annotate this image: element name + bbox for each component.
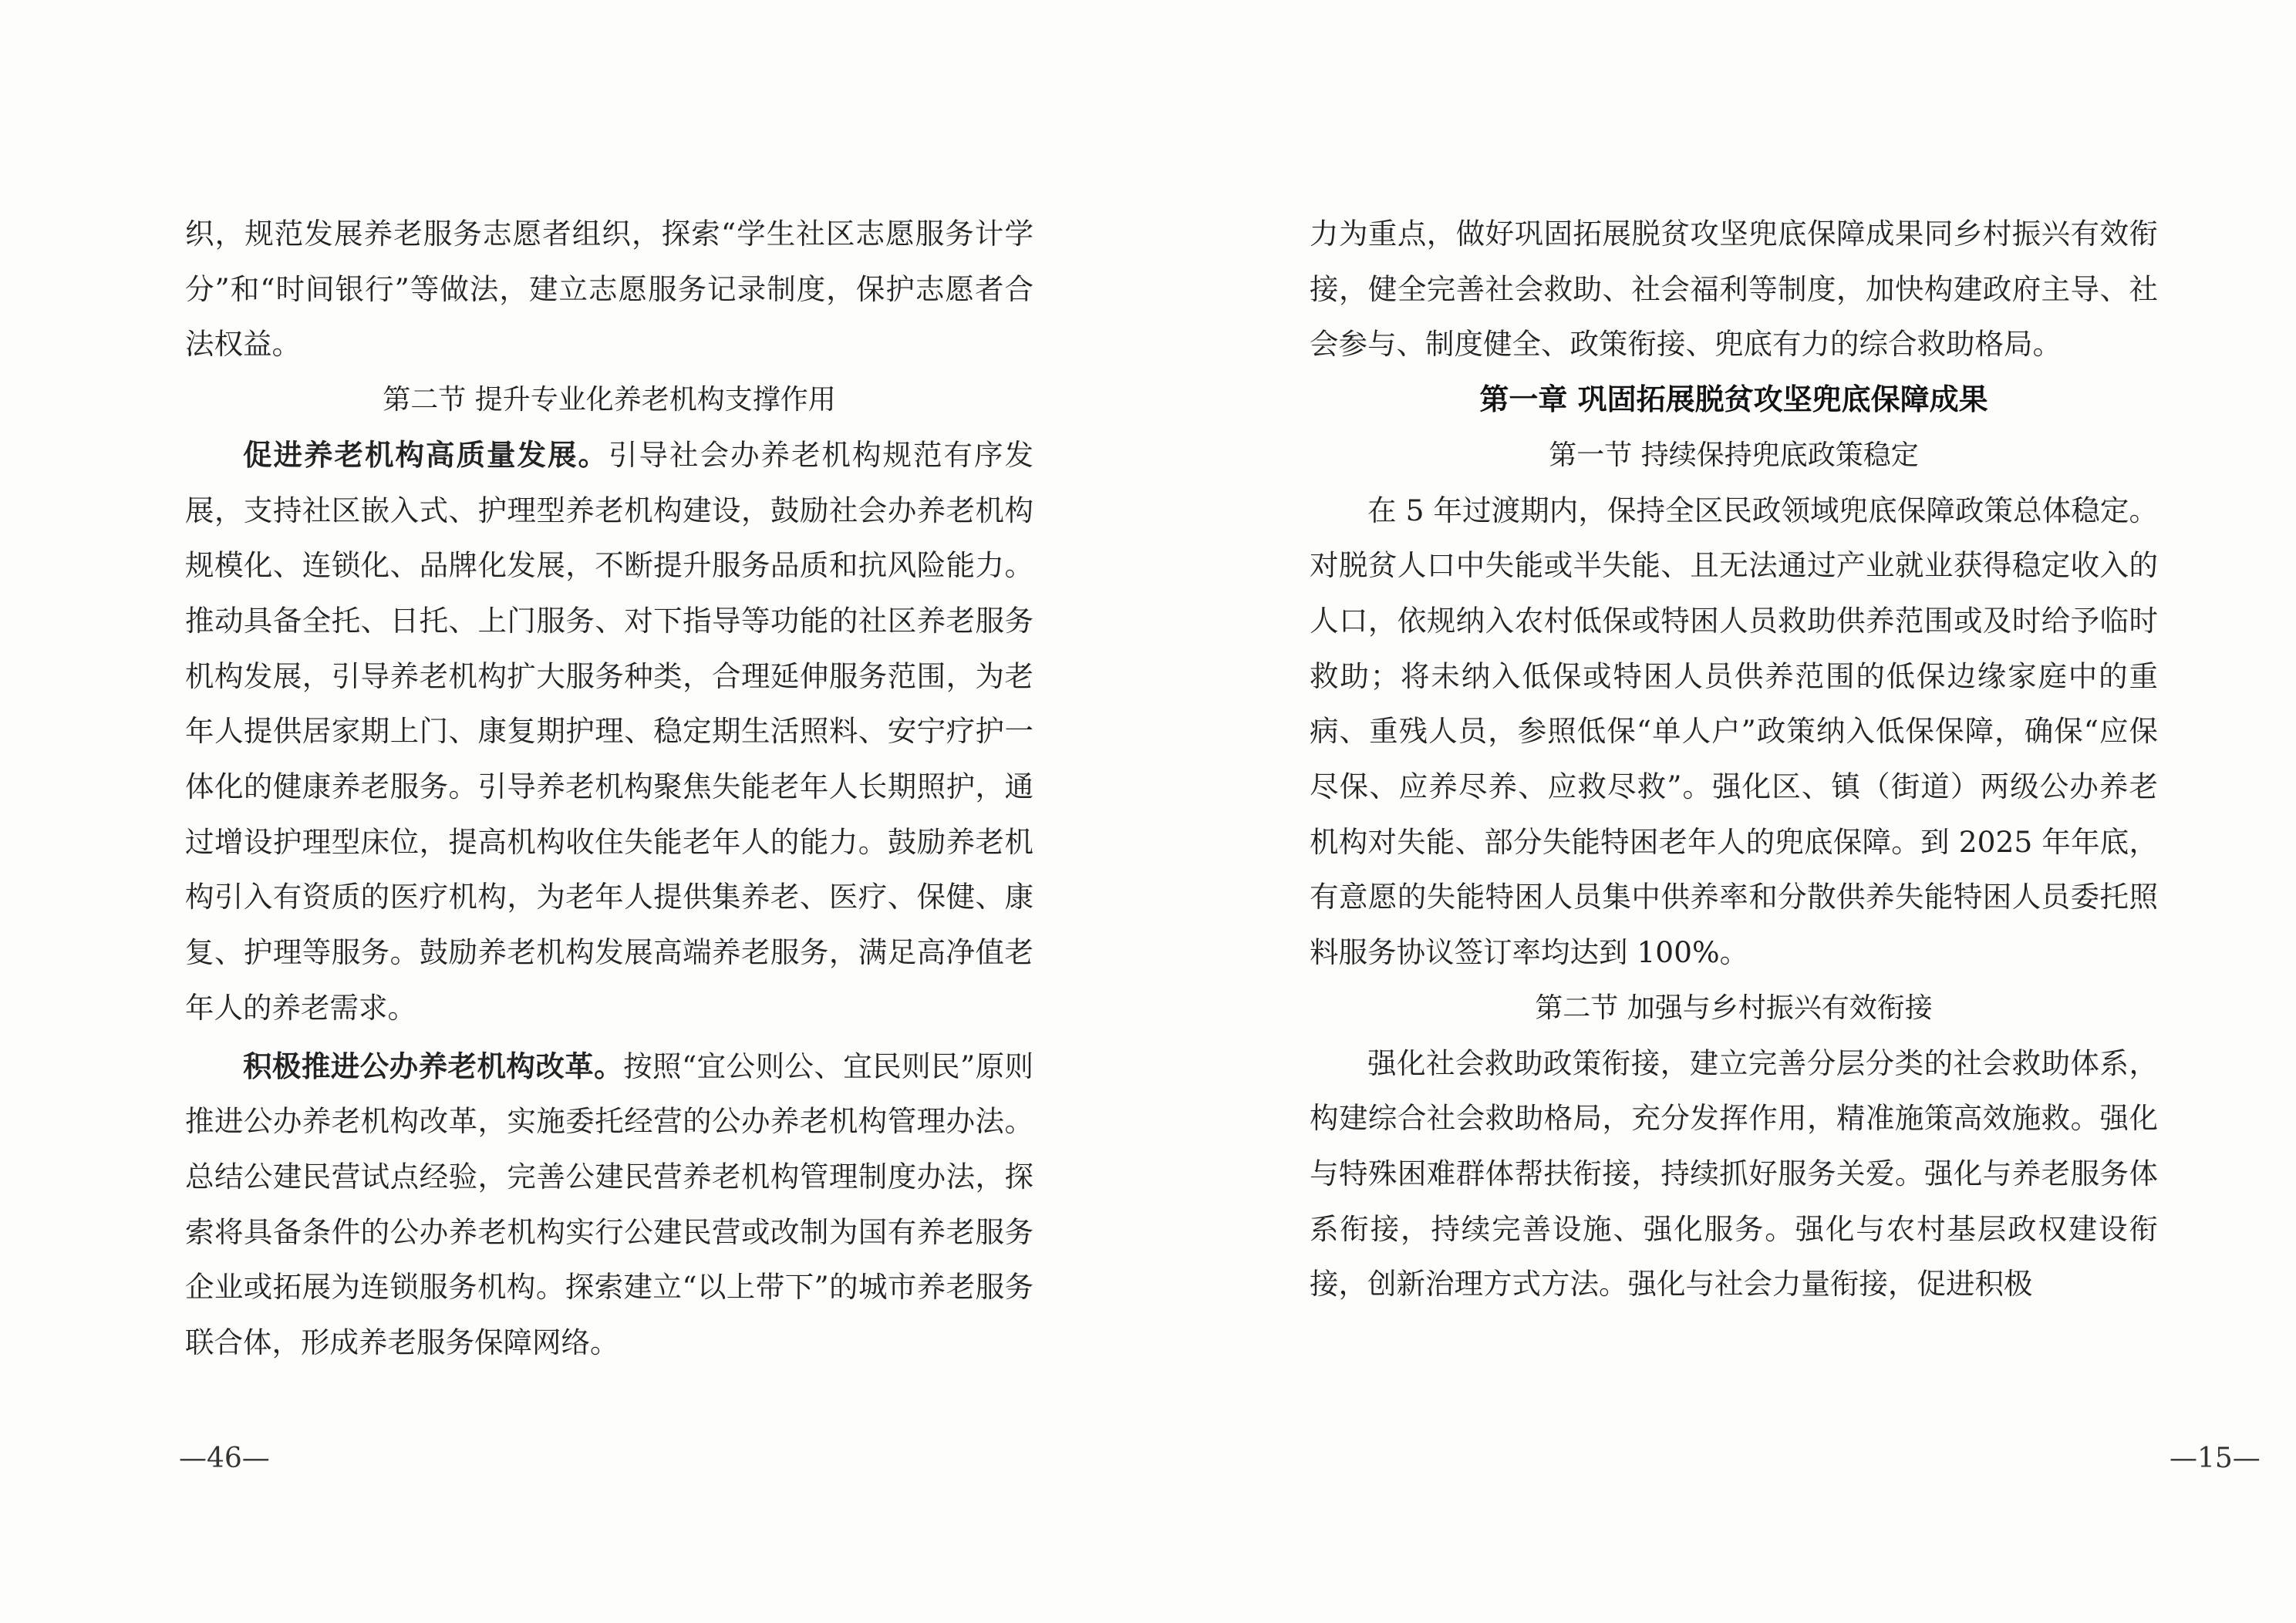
paragraph: 在 5 年过渡期内，保持全区民政领域兜底保障政策总体稳定。对脱贫人口中失能或半失能、且无法通过产业就业获得稳定收入的人口，依规纳入农村低保或特困人员救助供养范围或及时给予临时救助；将未纳入低保或特困人员供养范围的低保边缘家庭中的重病、重残人员，参照低保“单人户”政策纳入低保保障，确保“应保尽保、应养尽养、应救尽救”。强化区、镇（街道）两级公办养老机构对失能、部分失能特困老年人的兜底保障。到 2025 年年底，有意愿的失能特困人员集中供养率和分散供养失能特困人员委托照料服务协议签订率均达到 100%。 xyxy=(1310,493,2158,970)
paragraph-continued: 织，规范发展养老服务志愿者组织，探索“学生社区志愿服务计学分”和“时间银行”等做法，建立志愿服务记录制度，保护志愿者合法权益。 xyxy=(185,217,1033,362)
paragraph-body: 引导社会办养老机构规范有序发展，支持社区嵌入式、护理型养老机构建设，鼓励社会办养老机构规模化、连锁化、品牌化发展，不断提升服务品质和抗风险能力。推动具备全托、日托、上门服务、对下指导等功能的社区养老服务机构发展，引导养老机构扩大服务种类，合理延伸服务范围，为老年人提供居家期上门、康复期护理、稳定期生活照料、安宁疗护一体化的健康养老服务。引导养老机构聚焦失能老年人长期照护，通过增设护理型床位，提高机构收住失能老年人的能力。鼓励养老机构引入有资质的医疗机构，为老年人提供集养老、医疗、保健、康复、护理等服务。鼓励养老机构发展高端养老服务，满足高净值老年人的养老需求。 xyxy=(185,437,1033,1025)
paragraph xyxy=(185,428,1033,1036)
section-title: 第二节 加强与乡村振兴有效衔接 xyxy=(1535,992,1933,1024)
paragraph xyxy=(185,1039,1033,1371)
section-title: 第一节 持续保持兜底政策稳定 xyxy=(1549,439,1919,471)
paragraph-lead: 积极推进公办养老机构改革。 xyxy=(243,1049,624,1083)
paragraph: 强化社会救助政策衔接，建立完善分层分类的社会救助体系，构建综合社会救助格局，充分发挥作用，精准施策高效施救。强化与特殊困难群体帮扶衔接，持续抓好服务关爱。强化与养老服务体系衔接，持续完善设施、强化服务。强化与农村基层政权建设衔接，创新治理方式方法。强化与社会力量衔接，促进积极 xyxy=(1310,1046,2158,1301)
paragraph-lead: 促进养老机构高质量发展。 xyxy=(243,437,609,472)
chapter-title: 第一章 巩固拓展脱贫攻坚兜底保障成果 xyxy=(1479,382,1988,417)
section-title: 第二节 提升专业化养老机构支撑作用 xyxy=(383,384,836,416)
right-page xyxy=(1148,0,2296,1623)
paragraph-body: 按照“宜公则公、宜民则民”原则推进公办养老机构改革，实施委托经营的公办养老机构管理办法。总结公建民营试点经验，完善公建民营养老机构管理制度办法，探索将具备条件的公办养老机构实行公建民营或改制为国有养老服务企业或拓展为连锁服务机构。探索建立“以上带下”的城市养老服务联合体，形成养老服务保障网络。 xyxy=(185,1049,1034,1360)
page-number: —15— xyxy=(2170,1443,2261,1474)
right-text-column xyxy=(1310,207,2158,1312)
paragraph-continued: 力为重点，做好巩固拓展脱贫攻坚兜底保障成果同乡村振兴有效衔接，健全完善社会救助、社会福利等制度，加快构建政府主导、社会参与、制度健全、政策衔接、兜底有力的综合救助格局。 xyxy=(1310,217,2158,362)
page-number: —46— xyxy=(179,1443,270,1474)
left-text-column xyxy=(185,207,1033,1371)
